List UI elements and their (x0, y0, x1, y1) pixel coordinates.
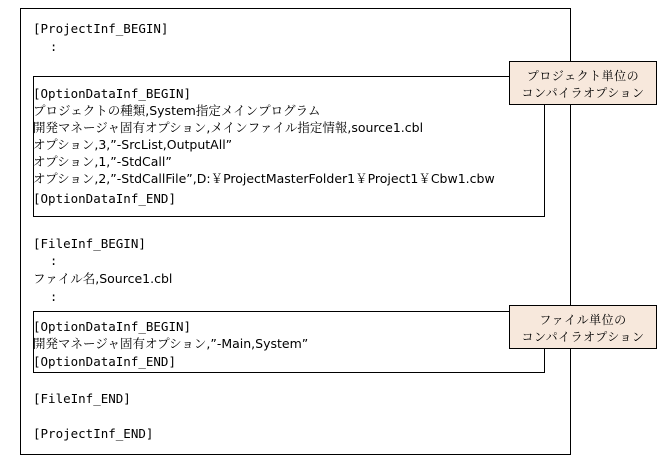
text-project-inf-begin: [ProjectInf_BEGIN] (33, 21, 169, 36)
callout-project-options (509, 61, 657, 105)
callout-project-line1: プロジェクト単位の (526, 69, 640, 83)
text-fileinf-end: [FileInf_END] (33, 391, 131, 406)
text-option-stdcall: オプション,1,”-StdCall” (33, 154, 172, 169)
text-dev-manager-option-system: 開発マネージャ固有オプション,”-Main,System” (33, 336, 309, 351)
text-dev-manager-option-main: 開発マネージャ固有オプション,メインファイル指定情報,source1.cbl (33, 120, 424, 135)
text-optiondatainf-end-2: [OptionDataInf_END] (33, 354, 176, 369)
text-option-srclist: オプション,3,”-SrcList,OutputAll” (33, 137, 233, 152)
text-option-stdcallfile: オプション,2,”-StdCallFile”,D:￥ProjectMasterFolder1￥Project1￥Cbw1.cbw (33, 171, 495, 186)
callout-file-line1: ファイル単位の (539, 313, 627, 327)
text-fileinf-begin: [FileInf_BEGIN] (33, 236, 146, 251)
text-file-name: ファイル名,Source1.cbl (33, 271, 173, 286)
text-vertical-dots-1: : (50, 40, 58, 54)
callout-file-options (509, 305, 657, 349)
text-project-inf-end: [ProjectInf_END] (33, 426, 154, 441)
callout-file-line2: コンパイラオプション (521, 330, 645, 344)
text-optiondatainf-begin-2: [OptionDataInf_BEGIN] (33, 319, 192, 334)
callout-project-line2: コンパイラオプション (521, 86, 645, 100)
text-project-type: プロジェクトの種類,System指定メインプログラム (33, 103, 321, 118)
text-vertical-dots-2: : (50, 254, 58, 268)
text-optiondatainf-begin-1: [OptionDataInf_BEGIN] (33, 86, 192, 101)
text-vertical-dots-3: : (50, 290, 58, 304)
text-optiondatainf-end-1: [OptionDataInf_END] (33, 191, 176, 206)
